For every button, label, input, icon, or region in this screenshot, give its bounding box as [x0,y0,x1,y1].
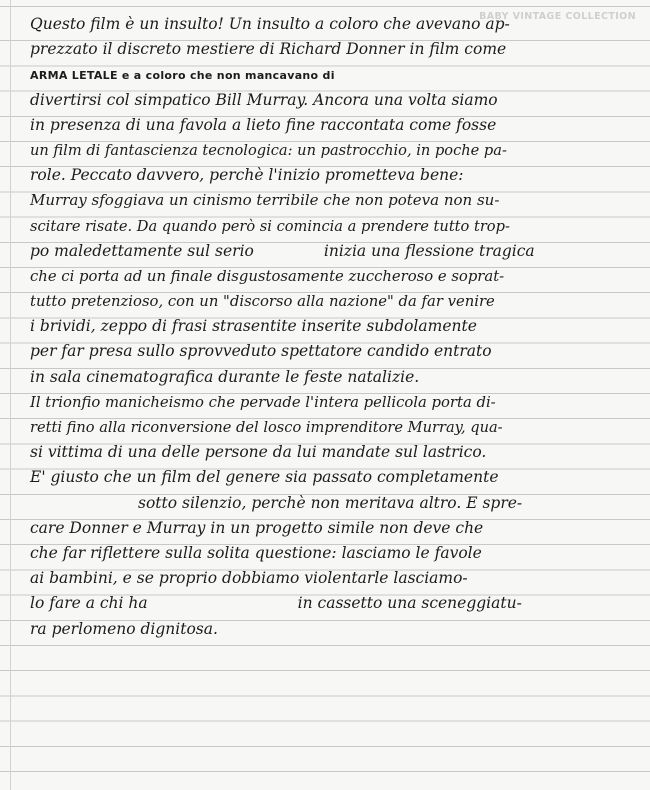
text-line-22: che far riflettere sulla solita questione: lasciamo le favole [30,543,482,562]
text-line-24-start: lo fare a chi ha [30,594,148,613]
text-line-21: care Donner e Murray in un progetto simile non deve che [30,518,484,537]
text-line-17: retti fino alla riconversione del losco imprenditore Murray, qua- [30,419,503,436]
text-line-14: per far presa sullo sprovveduto spettatore candido entrato [30,342,492,361]
text-line-7: role. Peccato davvero, perchè l'inizio prometteva bene: [30,166,464,185]
text-line-16: Il trionfio manicheismo che pervade l'intera pellicola porta di- [30,393,496,411]
text-line-9: scitare risate. Da quando però si comincia a prendere tutto trop- [30,217,510,235]
text-line-15: in sala cinematografica durante le feste natalizie. [30,367,420,386]
text-line-19: E' giusto che un film del genere sia passato completamente [30,468,499,487]
margin-line [10,0,11,790]
text-line-4: divertirsi col simpatico Bill Murray. Ancora una volta siamo [30,90,498,109]
text-line-2: prezzato il discreto mestiere di Richard Donner in film come [30,40,507,59]
text-line-3 [30,62,640,87]
text-line-5: in presenza di una favola a lieto fine raccontata come fosse [30,115,497,134]
watermark: BABY VINTAGE COLLECTION [479,11,636,22]
text-line-24 [30,591,640,616]
text-line-18: si vittima di una delle persone da lui mandate sul lastrico. [30,443,487,462]
text-line-10-start: po maledettamente sul serio [30,241,254,260]
text-line-8: Murray sfoggiava un cinismo terribile che non poteva non su- [30,191,500,210]
text-line-10-end: inizia una flessione tragica [323,241,535,260]
text-line-6: un film di fantascienza tecnologica: un pastrocchio, in poche pa- [30,141,507,159]
handwritten-text [30,12,640,642]
text-line-13: i brividi, zeppo di frasi strasentite inserite subdolamente [30,317,477,336]
text-line-3-content: ARMA LETALE e a coloro che non mancavano di [30,69,335,83]
text-line-11: che ci porta ad un finale disgustosamente zuccheroso e soprat- [30,267,505,285]
text-line-25: ra perlomeno dignitosa. [30,619,218,638]
text-line-20: sotto silenzio, perchè non meritava altro. E spre- [138,493,523,512]
text-line-12: tutto pretenzioso, con un "discorso alla nazione" da far venire [30,293,495,311]
text-line-23: ai bambini, e se proprio dobbiamo violentarle lasciamo- [30,569,468,588]
text-line-10 [30,239,640,264]
text-line-1: Questo film è un insulto! Un insulto a coloro che avevano ap- [30,15,510,33]
text-line-24-end: in cassetto una sceneggiatu- [297,594,522,613]
